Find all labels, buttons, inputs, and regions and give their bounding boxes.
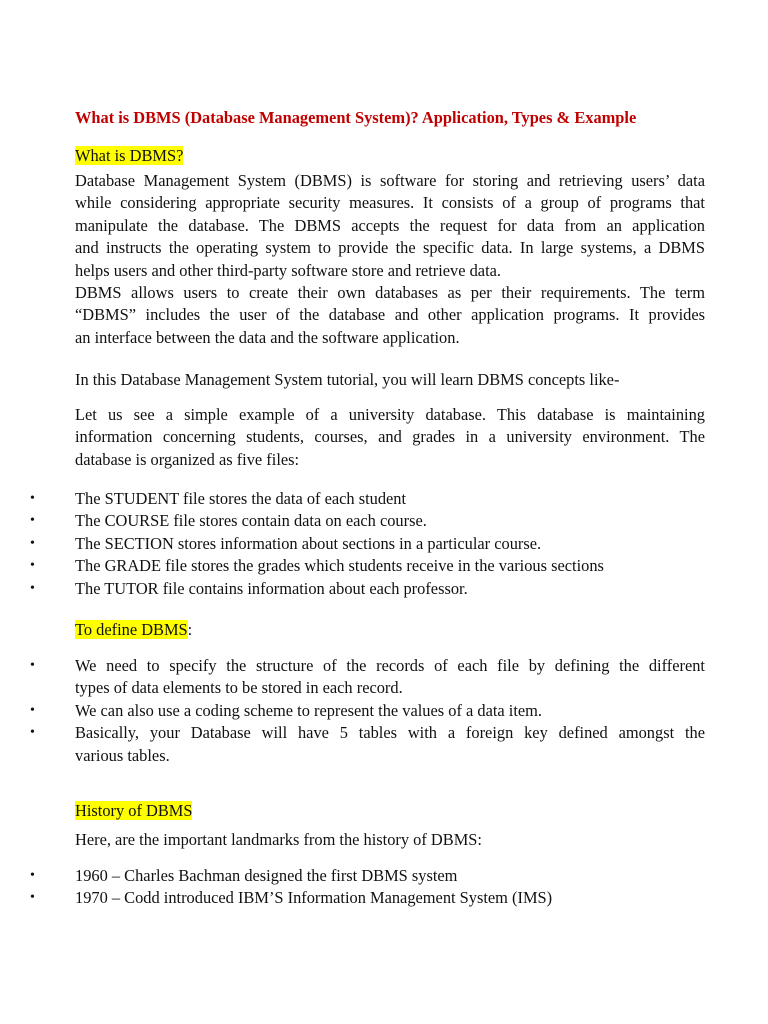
bullet-icon: • <box>30 658 35 673</box>
paragraph-definition <box>75 170 705 349</box>
paragraph-example <box>75 404 705 471</box>
heading-history-dbms-text: History of DBMS <box>75 801 193 820</box>
list-item: • Basically, your Database will have 5 tables with a foreign key defined amongst the various tables. <box>30 723 705 765</box>
document-title: What is DBMS (Database Management System)? Application, Types & Example <box>75 108 637 127</box>
bullet-icon: • <box>30 580 35 596</box>
heading-define-dbms-colon: : <box>187 620 193 639</box>
list-item: • 1960 – Charles Bachman designed the first DBMS system <box>0 865 705 887</box>
bullet-icon: • <box>30 558 35 574</box>
bullet-icon: • <box>30 725 35 741</box>
history-list <box>0 865 768 910</box>
paragraph-line: while considering appropriate security measures. It consists of a group of programs that <box>75 193 705 213</box>
list-item: • We need to specify the structure of the records of each file by defining the different types of data elements to be stored in each record. <box>30 656 705 698</box>
paragraph-line: an interface between the data and the software application. <box>75 327 460 347</box>
list-item: • 1970 – Codd introduced IBM’S Information Management System (IMS) <box>0 887 705 909</box>
paragraph-line: Database Management System (DBMS) is software for storing and retrieving users’ data <box>75 171 705 190</box>
paragraph-line: information concerning students, courses, and grades in a university environment. The <box>75 427 705 447</box>
bullet-icon: • <box>30 535 35 551</box>
heading-history-dbms <box>75 800 192 822</box>
heading-what-is-dbms <box>75 145 183 167</box>
paragraph-line: DBMS allows users to create their own databases as per their requirements. The term <box>75 283 705 303</box>
bullet-icon: • <box>30 890 35 906</box>
paragraph-line: “DBMS” includes the user of the database and other application programs. It provides <box>75 305 705 325</box>
tutorial-line: In this Database Management System tutorial, you will learn DBMS concepts like- <box>75 370 620 389</box>
heading-define-dbms-text: To define DBMS <box>75 620 188 639</box>
files-list <box>0 488 768 600</box>
define-list <box>0 655 768 767</box>
list-item: • The STUDENT file stores the data of each student <box>0 488 705 510</box>
paragraph-line: Let us see a simple example of a university database. This database is maintaining <box>75 405 705 424</box>
list-item: • The SECTION stores information about sections in a particular course. <box>0 533 705 555</box>
list-item: • The GRADE file stores the grades which students receive in the various sections <box>0 555 705 577</box>
bullet-icon: • <box>30 868 35 883</box>
paragraph-line: and instructs the operating system to provide the specific data. In large systems, a DBMS <box>75 238 705 258</box>
paragraph-line: database is organized as five files: <box>75 449 300 469</box>
list-item: • The COURSE file stores contain data on each course. <box>0 510 705 532</box>
bullet-icon: • <box>30 702 35 718</box>
list-item: • We can also use a coding scheme to represent the values of a data item. <box>0 700 705 722</box>
heading-define-dbms <box>75 619 192 641</box>
bullet-icon: • <box>30 513 35 529</box>
history-intro: Here, are the important landmarks from the history of DBMS: <box>75 830 482 849</box>
list-item: • The TUTOR file contains information about each professor. <box>0 578 705 600</box>
paragraph-line: helps users and other third-party software store and retrieve data. <box>75 260 501 280</box>
bullet-icon: • <box>30 491 35 506</box>
paragraph-line: manipulate the database. The DBMS accepts the request for data from an application <box>75 215 705 235</box>
heading-what-is-dbms-text: What is DBMS? <box>75 146 184 165</box>
